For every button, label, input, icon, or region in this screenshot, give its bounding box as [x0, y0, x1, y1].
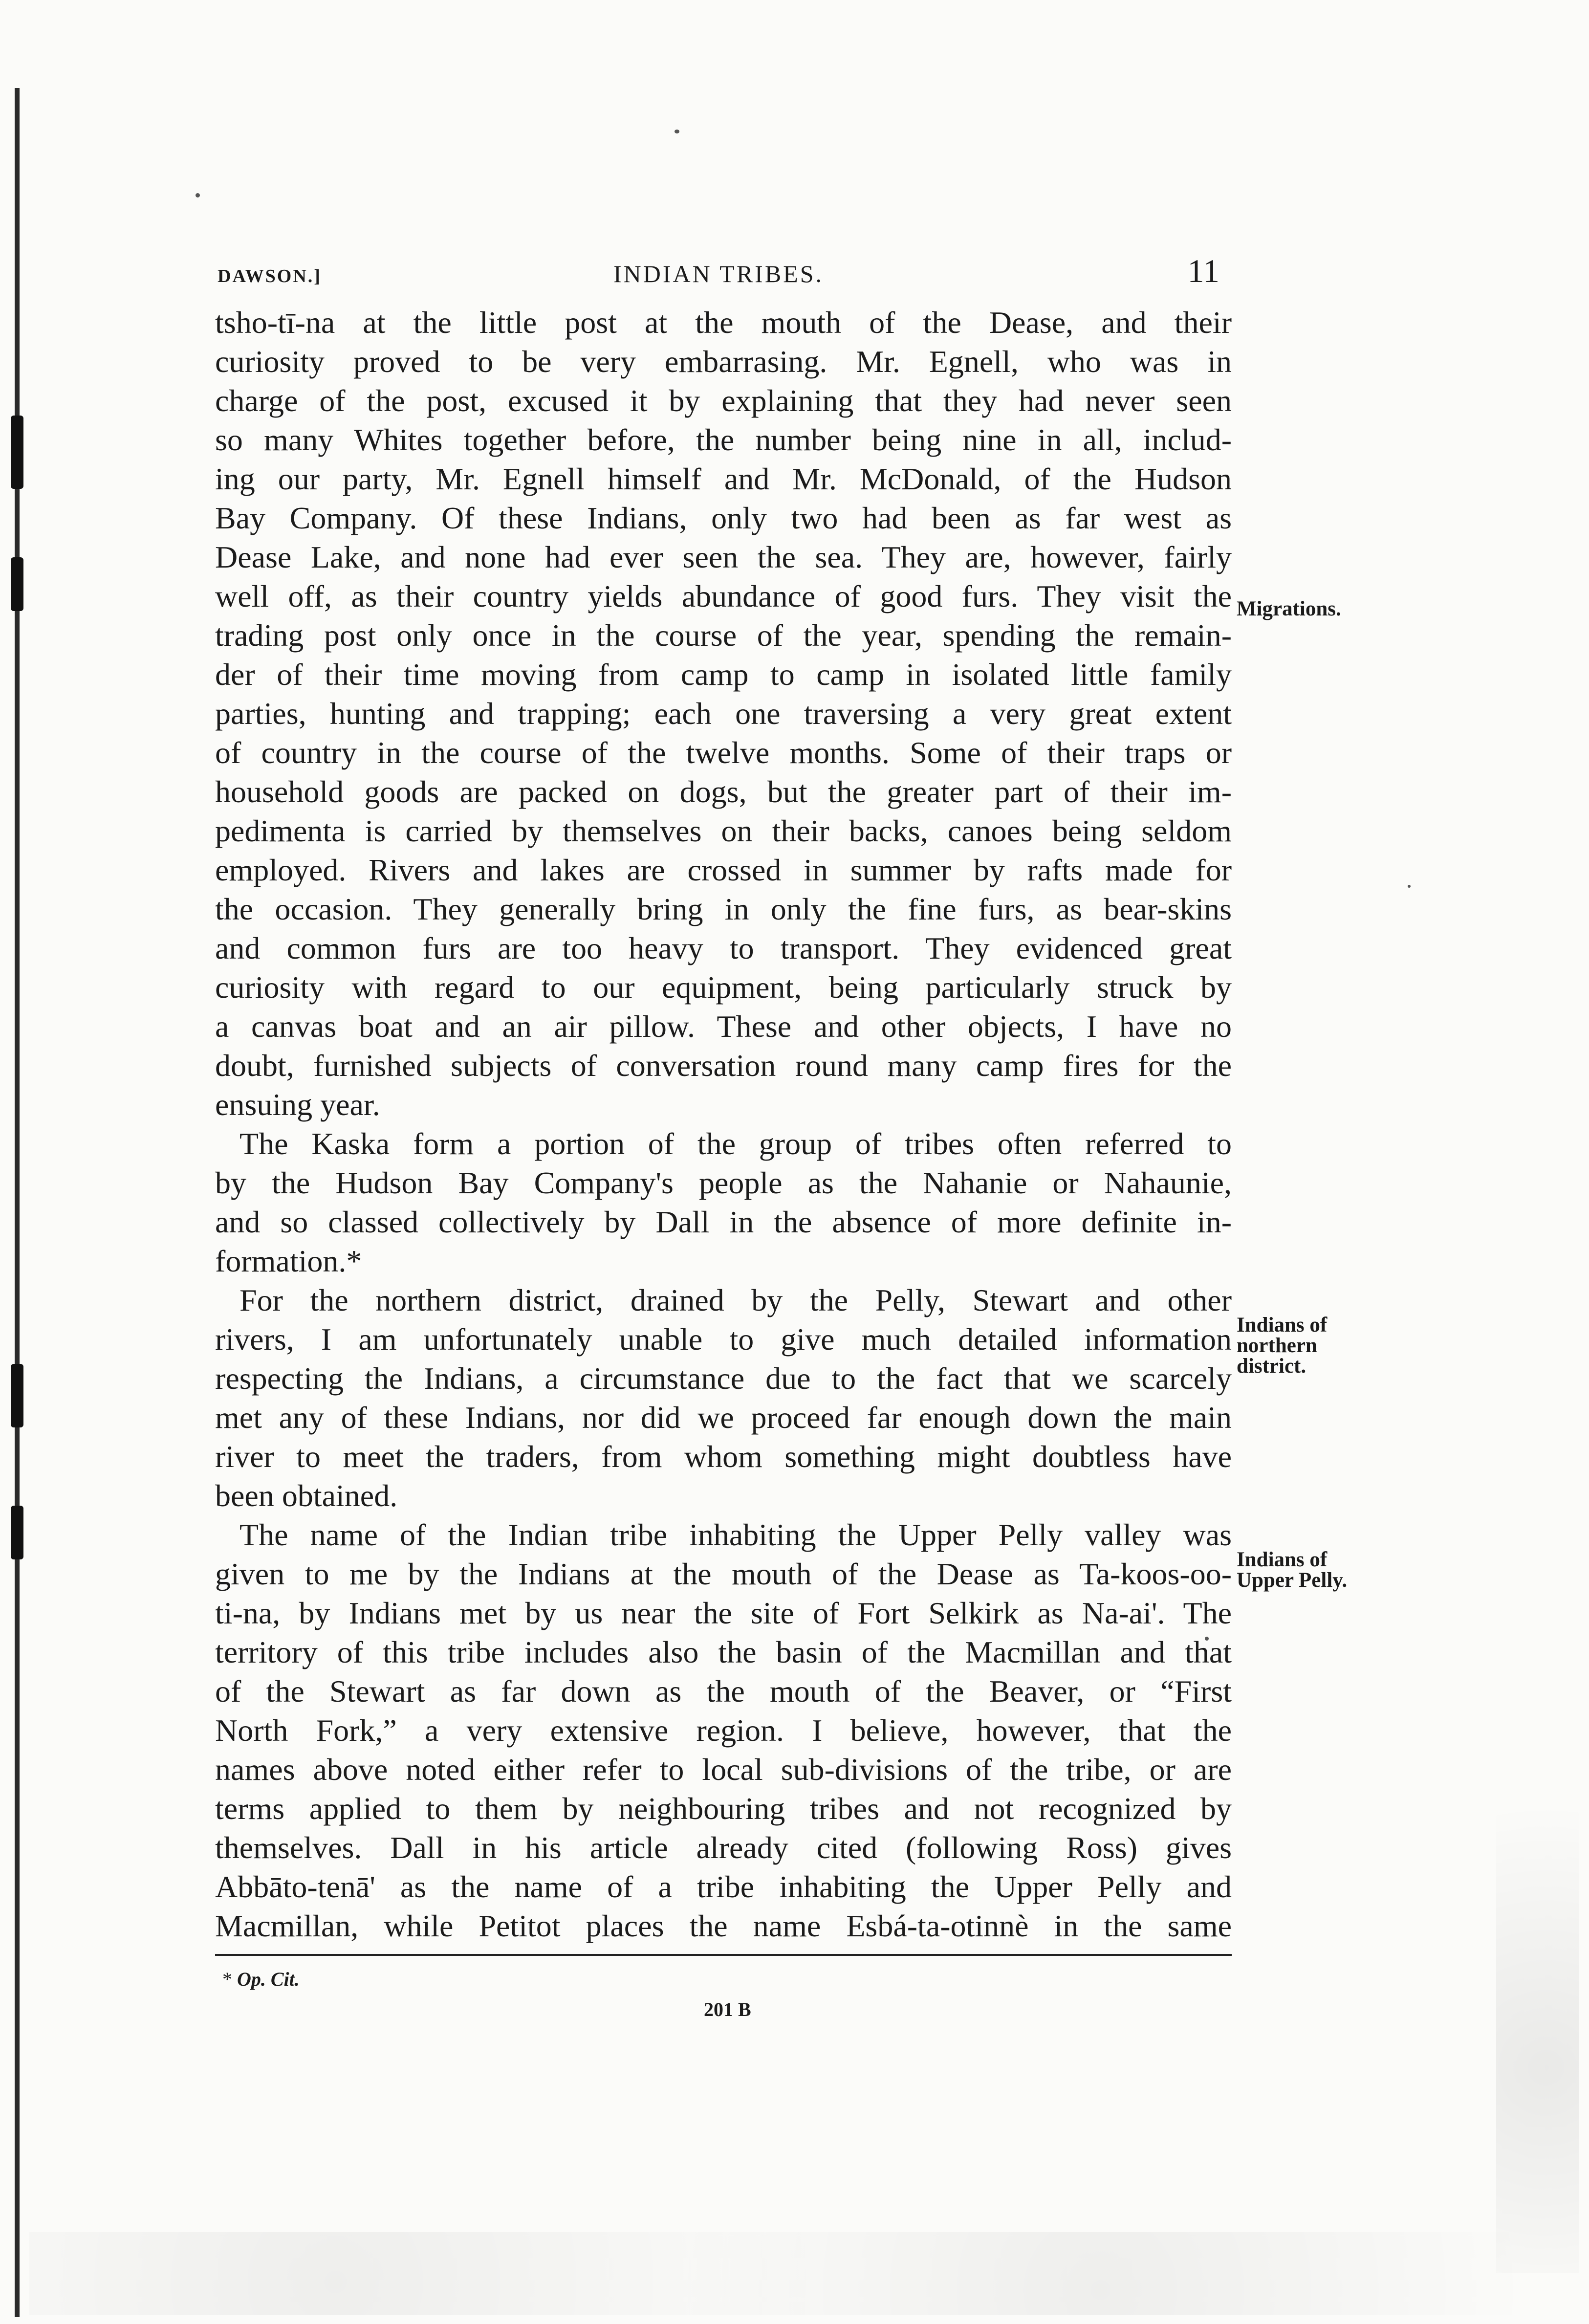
text-line: river to meet the traders, from whom something might doubtless have	[215, 1439, 1232, 1474]
text-line: For the northern district, drained by the Pelly, Stewart and other	[239, 1283, 1232, 1317]
text-line: and so classed collectively by Dall in the absence of more definite in-	[215, 1205, 1232, 1239]
text-line: Dease Lake, and none had ever seen the sea. They are, however, fairly	[215, 540, 1232, 574]
text-line: employed. Rivers and lakes are crossed in summer by rafts made for	[215, 853, 1232, 887]
text-line: Bay Company. Of these Indians, only two had been as far west as	[215, 501, 1232, 535]
binding-mark-1	[11, 416, 23, 489]
text-line: so many Whites together before, the number being nine in all, includ-	[215, 422, 1232, 457]
text-line: terms applied to them by neighbouring tribes and not recognized by	[215, 1791, 1232, 1826]
running-header	[218, 252, 1219, 301]
text-line: Macmillan, while Petitot places the name Esbá-ta-otinnè in the same	[215, 1908, 1232, 1943]
sidenote-indians-upper-pelly	[1237, 1550, 1359, 1591]
scan-noise-right	[1496, 1589, 1579, 2273]
footnote-citation: Op. Cit.	[237, 1968, 300, 1990]
sidenote-text: Migrations.	[1237, 597, 1341, 620]
scan-speck	[675, 130, 679, 133]
footnote-rule	[215, 1954, 1232, 1956]
text-line: of the Stewart as far down as the mouth of the Beaver, or “First	[215, 1674, 1232, 1709]
text-line: given to me by the Indians at the mouth of the Dease as Ta-koos-oo-	[215, 1557, 1232, 1591]
text-line: der of their time moving from camp to camp in isolated little family	[215, 657, 1232, 692]
text-line: pedimenta is carried by themselves on their backs, canoes being seldom	[215, 813, 1232, 848]
text-line: Abbāto-tenā' as the name of a tribe inhabiting the Upper Pelly and	[215, 1869, 1232, 1904]
binding-mark-3	[11, 1364, 23, 1427]
text-line: respecting the Indians, a circumstance due to the fact that we scarcely	[215, 1361, 1232, 1396]
text-line: curiosity with regard to our equipment, being particularly struck by	[215, 970, 1232, 1005]
sidenote-text: Indians of northern district.	[1237, 1314, 1328, 1378]
text-line: parties, hunting and trapping; each one traversing a very great extent	[215, 696, 1232, 731]
running-title: INDIAN TRIBES.	[613, 260, 824, 287]
body-text	[215, 303, 1232, 1946]
text-line: doubt, furnished subjects of conversation round many camp fires for the	[215, 1048, 1232, 1083]
text-line: the occasion. They generally bring in only the fine furs, as bear-skins	[215, 892, 1232, 926]
text-line: curiosity proved to be very embarrasing. Mr. Egnell, who was in	[215, 344, 1232, 379]
footnote	[222, 1968, 300, 1991]
scan-speck	[196, 193, 200, 197]
text-line: been obtained.	[215, 1478, 398, 1513]
scan-noise-bottom	[29, 2232, 1560, 2315]
scan-speck	[1408, 885, 1411, 888]
text-line: by the Hudson Bay Company's people as the Nahanie or Nahaunie,	[215, 1165, 1232, 1200]
text-line: met any of these Indians, nor did we proceed far enough down the main	[215, 1400, 1232, 1435]
footnote-marker: *	[222, 1968, 232, 1990]
text-line: charge of the post, excused it by explaining that they had never seen	[215, 383, 1232, 418]
binding-mark-2	[11, 557, 23, 611]
text-line: well off, as their country yields abundance of good furs. They visit the	[215, 579, 1232, 614]
page-number: 11	[1187, 252, 1219, 289]
text-line: The Kaska form a portion of the group of tribes often referred to	[239, 1126, 1232, 1161]
running-author: DAWSON.]	[218, 266, 322, 286]
text-line: a canvas boat and an air pillow. These and other objects, I have no	[215, 1009, 1232, 1044]
text-line: trading post only once in the course of the year, spending the remain-	[215, 618, 1232, 653]
text-line: ing our party, Mr. Egnell himself and Mr. McDonald, of the Hudson	[215, 461, 1232, 496]
text-line: territory of this tribe includes also the basin of the Macmillan and that	[215, 1635, 1232, 1669]
text-line: and common furs are too heavy to transport. They evidenced great	[215, 931, 1232, 965]
binding-mark-4	[11, 1506, 23, 1559]
text-line: formation.*	[215, 1244, 362, 1278]
text-line: tsho-tī-na at the little post at the mouth of the Dease, and their	[215, 305, 1232, 340]
text-line: names above noted either refer to local sub-divisions of the tribe, or are	[215, 1752, 1232, 1787]
text-line: ti-na, by Indians met by us near the site of Fort Selkirk as Na-ai'. The	[215, 1596, 1232, 1630]
sidenote-indians-northern-district	[1237, 1315, 1349, 1377]
text-line: themselves. Dall in his article already cited (following Ross) gives	[215, 1830, 1232, 1865]
signature-mark: 201 B	[704, 1998, 751, 2020]
text-line: rivers, I am unfortunately unable to give much detailed information	[215, 1322, 1232, 1357]
text-line: North Fork,” a very extensive region. I believe, however, that the	[215, 1713, 1232, 1748]
sidenote-text: Indians of Upper Pelly.	[1237, 1548, 1348, 1592]
sidenote-migrations	[1237, 599, 1341, 619]
text-line: of country in the course of the twelve months. Some of their traps or	[215, 735, 1232, 770]
text-line: The name of the Indian tribe inhabiting the Upper Pelly valley was	[239, 1517, 1232, 1552]
text-line: household goods are packed on dogs, but the greater part of their im-	[215, 774, 1232, 809]
text-line: ensuing year.	[215, 1087, 380, 1122]
